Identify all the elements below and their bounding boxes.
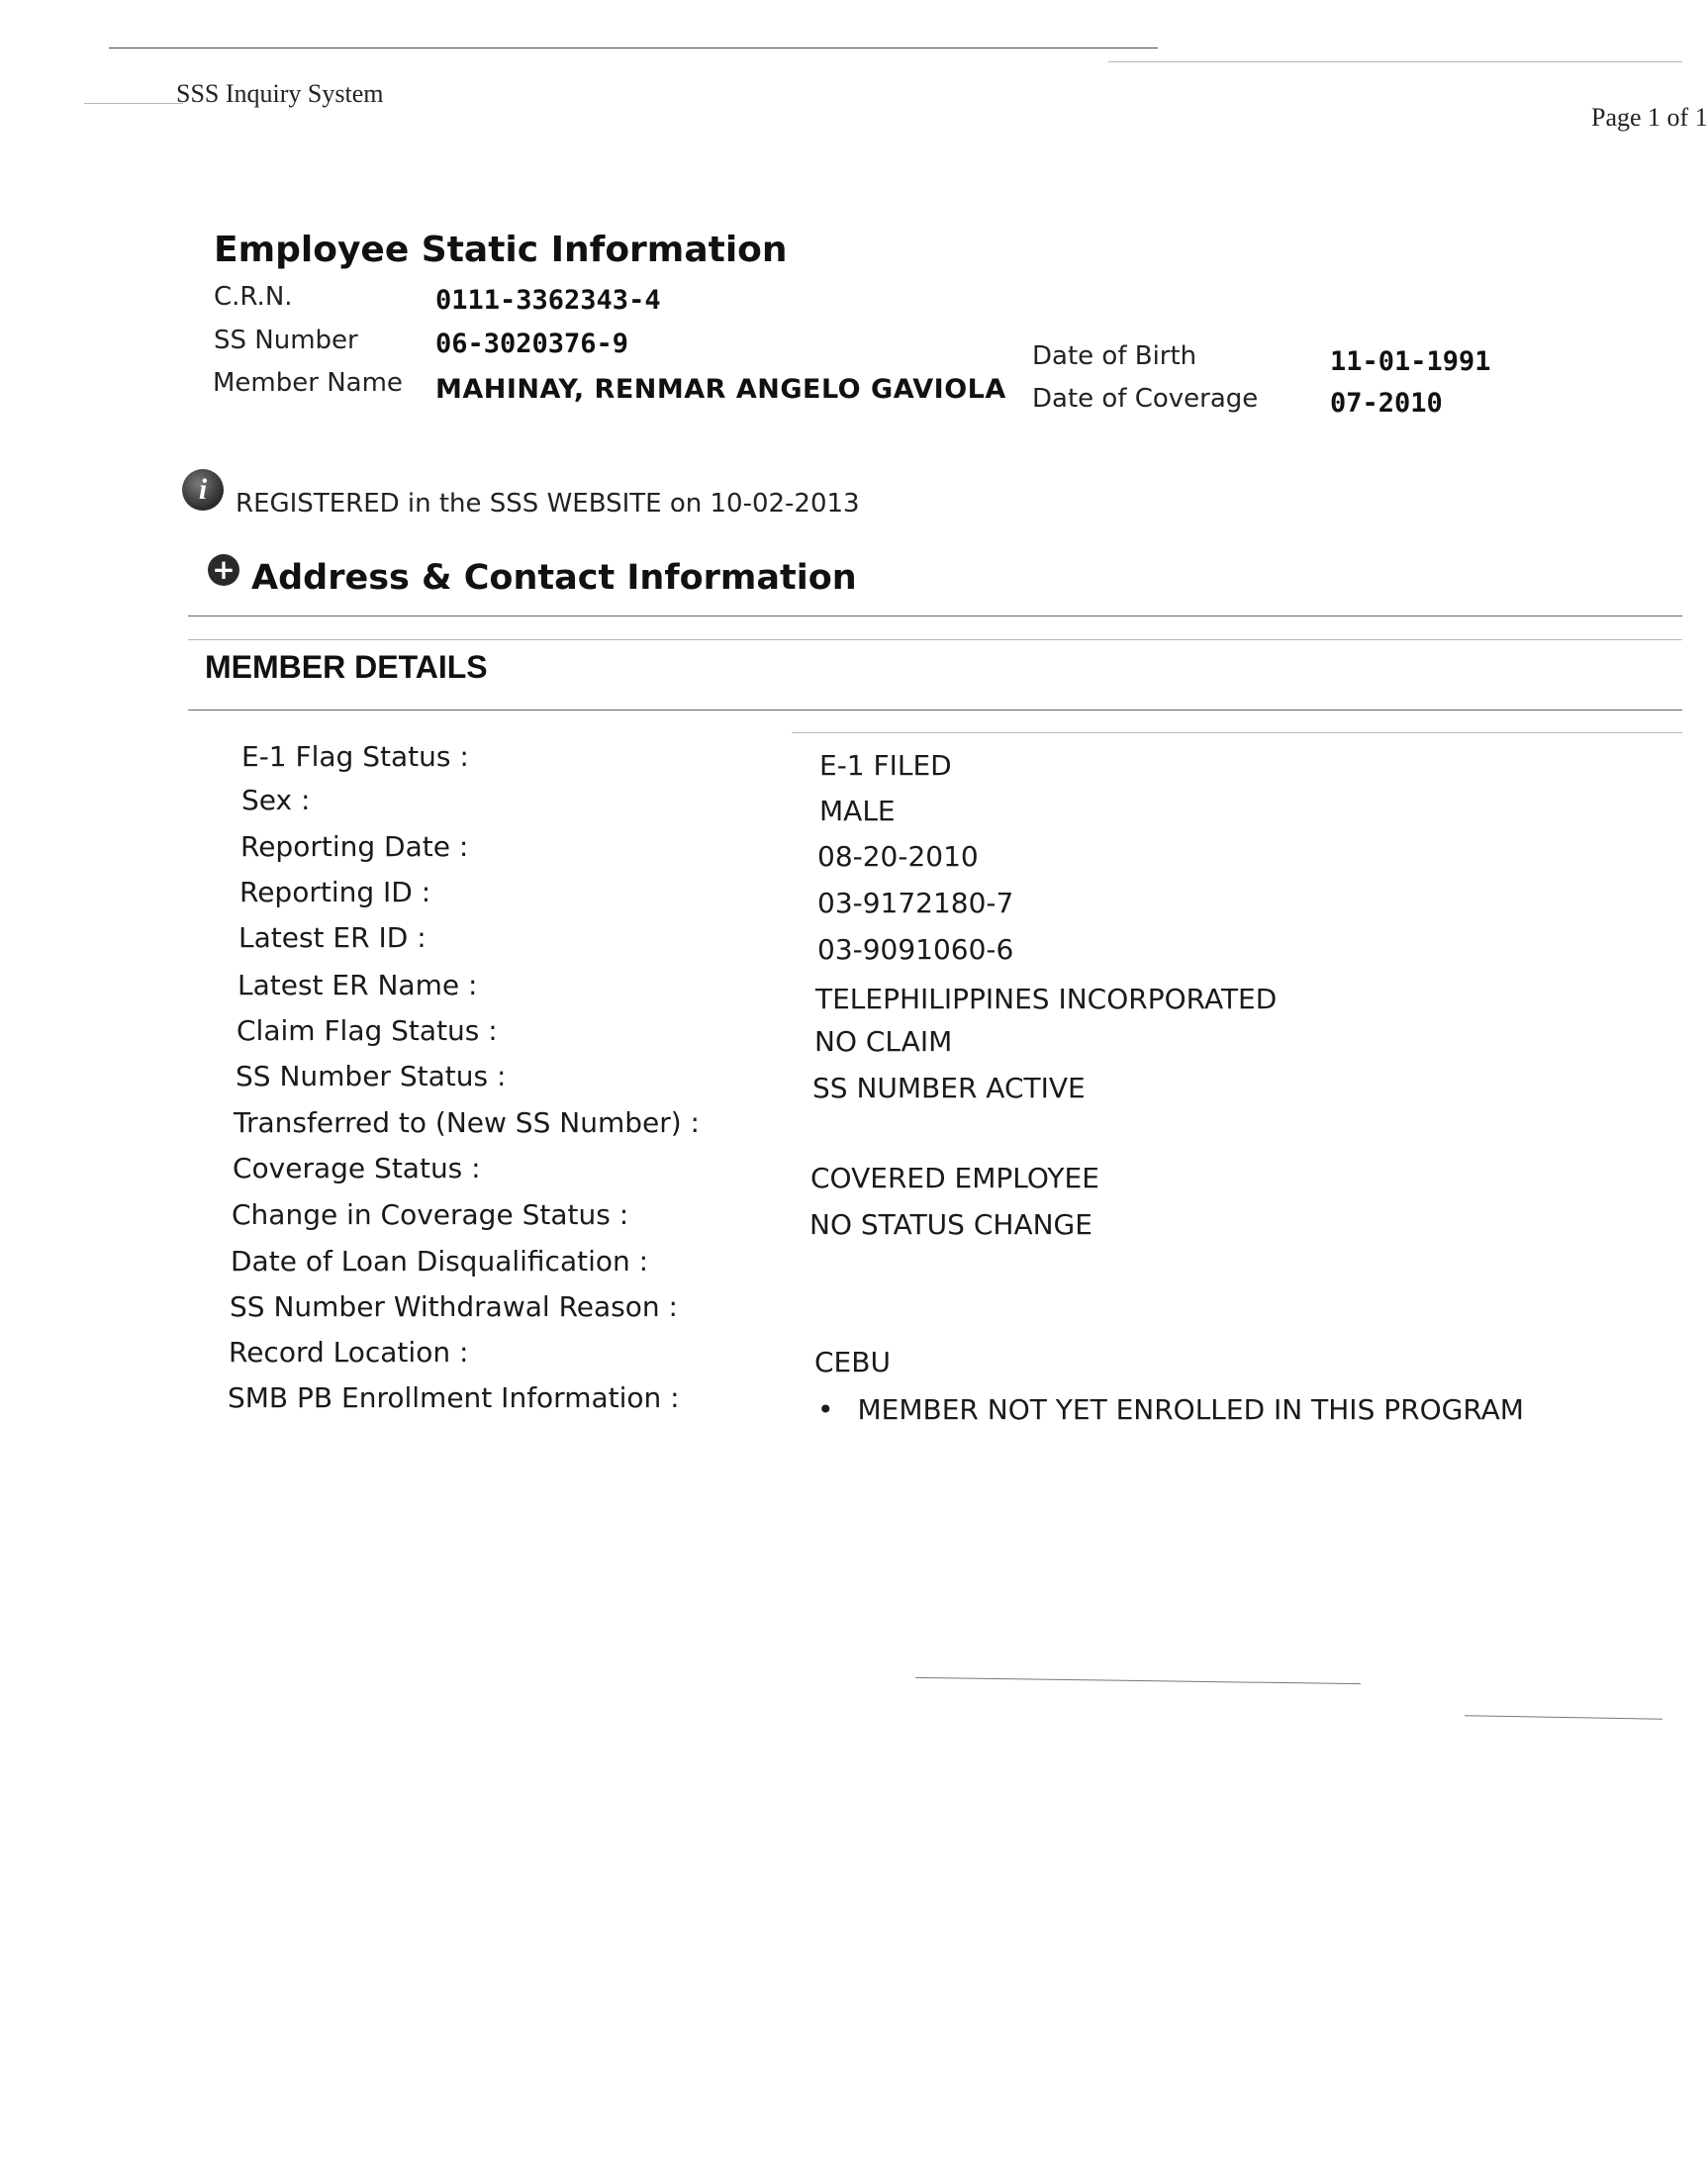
address-contact-section-title[interactable]: Address & Contact Information bbox=[251, 558, 857, 598]
bullet-icon: • bbox=[817, 1393, 834, 1426]
detail-label: Date of Loan Disqualification : bbox=[231, 1245, 649, 1278]
top-rule-right bbox=[1108, 61, 1682, 62]
detail-label: Sex : bbox=[241, 784, 311, 816]
page-number: Page 1 of 1 bbox=[1591, 103, 1708, 132]
detail-value: E-1 FILED bbox=[819, 749, 952, 782]
detail-value: 03-9172180-7 bbox=[817, 887, 1014, 919]
section-rule-1b bbox=[188, 639, 1682, 640]
detail-value: SS NUMBER ACTIVE bbox=[812, 1072, 1086, 1104]
detail-label: Transferred to (New SS Number) : bbox=[234, 1106, 700, 1139]
detail-value: NO CLAIM bbox=[814, 1025, 953, 1058]
detail-label: Change in Coverage Status : bbox=[232, 1198, 629, 1231]
detail-value: MEMBER NOT YET ENROLLED IN THIS PROGRAM bbox=[857, 1393, 1524, 1426]
detail-label: Reporting Date : bbox=[240, 830, 469, 863]
detail-label: E-1 Flag Status : bbox=[241, 740, 469, 773]
detail-value: NO STATUS CHANGE bbox=[809, 1208, 1092, 1241]
detail-label: Reporting ID : bbox=[239, 876, 431, 908]
scan-mark bbox=[1465, 1715, 1662, 1719]
coverage-value: 07-2010 bbox=[1330, 388, 1443, 419]
dob-value: 11-01-1991 bbox=[1330, 346, 1491, 377]
detail-value: CEBU bbox=[814, 1346, 891, 1378]
member-details-heading: MEMBER DETAILS bbox=[205, 649, 488, 685]
ss-number-label: SS Number bbox=[214, 326, 358, 355]
detail-label: SMB PB Enrollment Information : bbox=[228, 1381, 680, 1414]
detail-value: MALE bbox=[819, 795, 896, 827]
top-rule bbox=[109, 47, 1158, 48]
detail-label: Claim Flag Status : bbox=[237, 1014, 498, 1047]
detail-label: Latest ER Name : bbox=[237, 969, 478, 1001]
page-title: Employee Static Information bbox=[214, 230, 788, 270]
member-name-value: MAHINAY, RENMAR ANGELO GAVIOLA bbox=[435, 374, 1006, 405]
system-name: SSS Inquiry System bbox=[176, 79, 384, 108]
scan-mark bbox=[915, 1677, 1361, 1684]
enrollment-bullet-item bbox=[817, 1393, 1524, 1426]
detail-value: 03-9091060-6 bbox=[817, 933, 1014, 966]
registration-notice: REGISTERED in the SSS WEBSITE on 10-02-2013 bbox=[236, 489, 860, 519]
expand-plus-icon[interactable]: + bbox=[208, 554, 239, 586]
crn-value: 0111-3362343-4 bbox=[435, 285, 661, 316]
info-icon: i bbox=[182, 469, 224, 511]
member-name-label: Member Name bbox=[213, 368, 403, 398]
detail-label: Record Location : bbox=[229, 1336, 469, 1369]
dob-label: Date of Birth bbox=[1032, 341, 1197, 371]
ss-number-value: 06-3020376-9 bbox=[435, 329, 629, 359]
section-rule-1 bbox=[188, 615, 1682, 616]
detail-label: SS Number Status : bbox=[236, 1060, 507, 1092]
crn-label: C.R.N. bbox=[214, 282, 293, 312]
detail-label: SS Number Withdrawal Reason : bbox=[230, 1290, 678, 1323]
detail-value: COVERED EMPLOYEE bbox=[810, 1162, 1099, 1194]
detail-label: Latest ER ID : bbox=[238, 921, 427, 954]
section-rule-2b bbox=[792, 732, 1682, 733]
header-underline bbox=[84, 103, 183, 104]
detail-value: TELEPHILIPPINES INCORPORATED bbox=[815, 983, 1278, 1015]
coverage-label: Date of Coverage bbox=[1032, 384, 1259, 414]
detail-value: 08-20-2010 bbox=[817, 840, 979, 873]
detail-label: Coverage Status : bbox=[233, 1152, 481, 1184]
